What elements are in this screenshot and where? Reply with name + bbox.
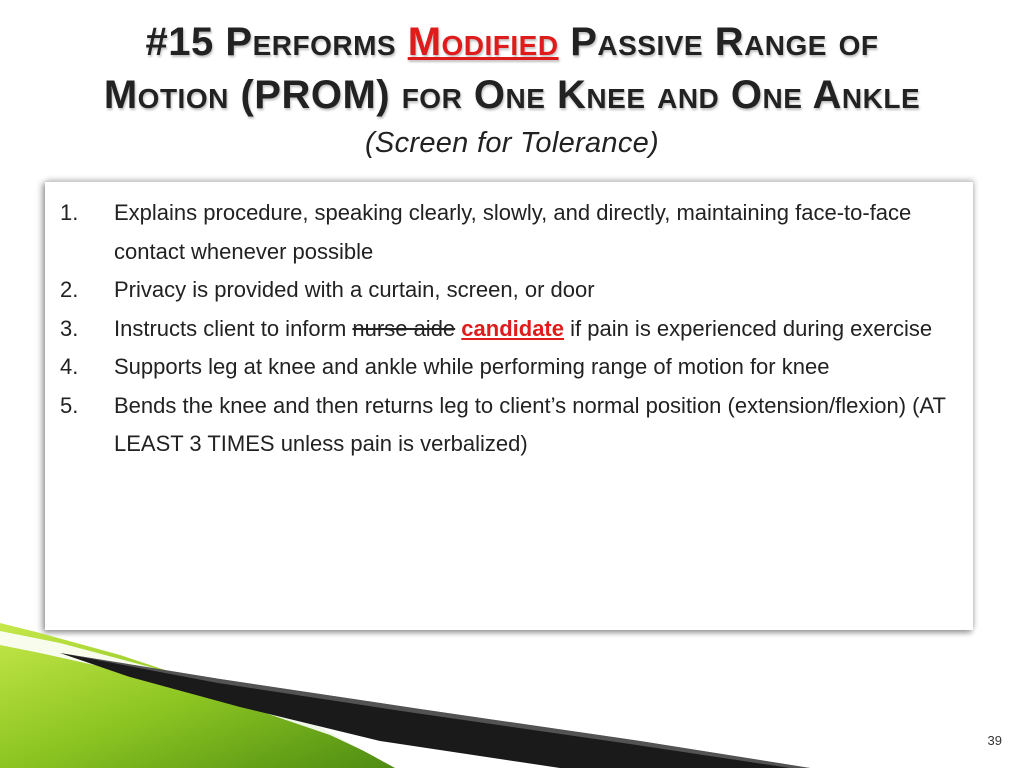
inserted-text: candidate: [461, 315, 564, 341]
decorative-footer-swoosh: [0, 623, 1024, 768]
slide-subtitle: (Screen for Tolerance): [364, 127, 660, 159]
step-item-4: [60, 348, 955, 387]
struck-text: nurse aide: [352, 315, 456, 341]
title-modified-word: Modified: [407, 20, 559, 64]
slide-title-line-1: [0, 20, 1024, 65]
title-prefix: #15 Performs: [145, 20, 408, 64]
step-number: 1.: [60, 200, 79, 225]
step-text: Explains procedure, speaking clearly, slowly, and directly, maintaining face-to-face contact whenever possible: [114, 200, 912, 264]
steps-content-box: [45, 181, 973, 630]
steps-list: [60, 194, 955, 464]
title-suffix: Passive Range of: [558, 20, 879, 64]
step-number: 4.: [60, 354, 79, 379]
step-item-3: [60, 310, 955, 349]
page-number: 39: [987, 733, 1002, 748]
step-number: 2.: [60, 277, 79, 302]
step-text-before: Instructs client to inform: [114, 315, 353, 341]
step-text: Privacy is provided with a curtain, screen, or door: [114, 277, 595, 302]
slide-title-line-2: Motion (PROM) for One Knee and One Ankle: [103, 73, 921, 117]
step-item-1: [60, 194, 955, 271]
step-text: Bends the knee and then returns leg to client’s normal position (extension/flexion) (AT LEAST 3 TIMES unless pain is verbalized): [114, 392, 946, 456]
step-text: Supports leg at knee and ankle while performing range of motion for knee: [114, 354, 830, 379]
step-number: 3.: [60, 315, 79, 341]
step-item-5: [60, 387, 955, 464]
step-item-2: [60, 271, 955, 310]
step-text-after: if pain is experienced during exercise: [564, 315, 933, 341]
step-number: 5.: [60, 392, 79, 418]
